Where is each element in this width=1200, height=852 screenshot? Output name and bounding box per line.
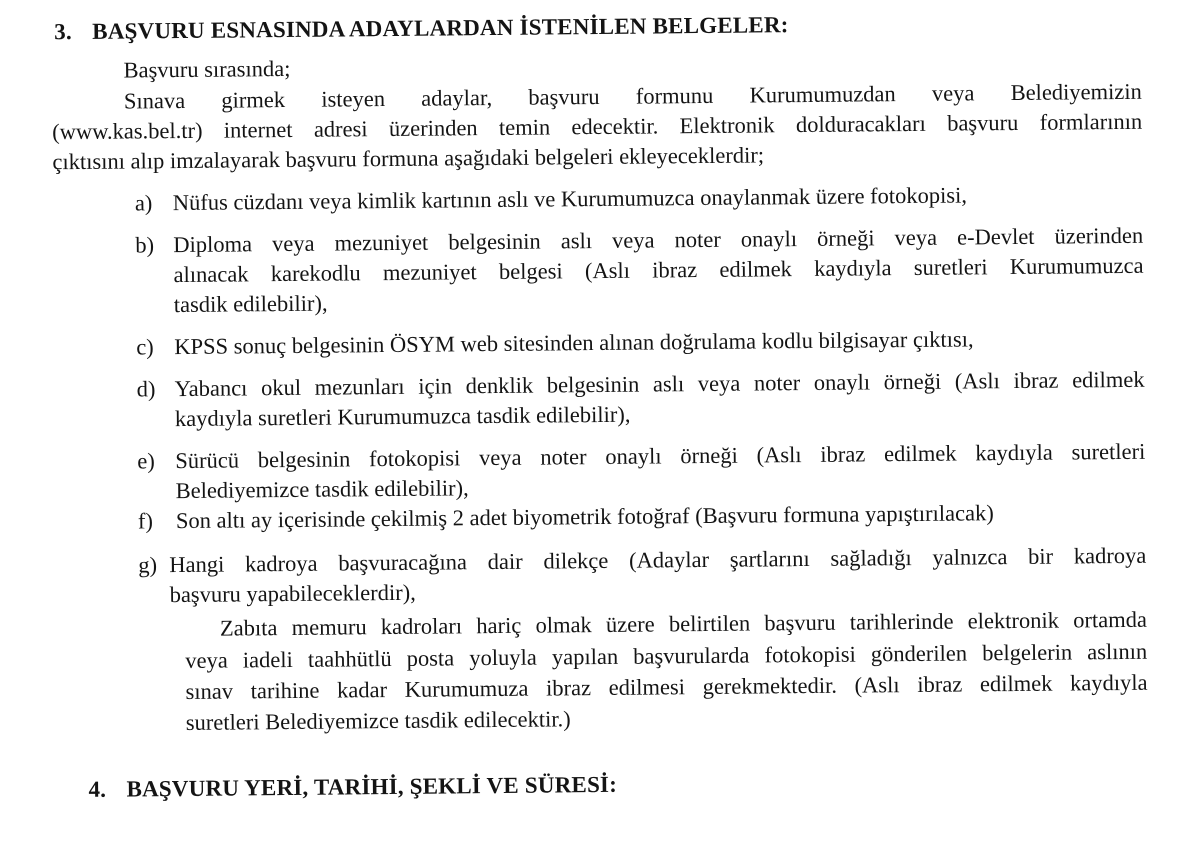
intro-line-2: Sınava girmek isteyen adaylar, başvuru formunu Kurumumuzdan veya Belediyemizin [123, 78, 1142, 114]
item-a-label: a) [134, 190, 153, 216]
item-d-line-1: Yabancı okul mezunları için denklik belgesinin aslı veya noter onaylı örneği (Aslı ibraz edilmek [174, 366, 1145, 402]
item-e-line-2: Belediyemizce tasdik edilebilir), [175, 475, 469, 504]
item-c-line-1: KPSS sonuç belgesinin ÖSYM web sitesinden alınan doğrulama kodlu bilgisayar çıktısı, [174, 326, 974, 360]
section-3-title: BAŞVURU ESNASINDA ADAYLARDAN İSTENİLEN BELGELER: [92, 12, 789, 44]
item-g-label: g) [138, 552, 158, 578]
item-b-line-3: tasdik edilebilir), [173, 290, 328, 318]
item-b-line-1: Diploma veya mezuniyet belgesinin aslı veya noter onaylı örneği veya e-Devlet üzerinden [173, 222, 1144, 258]
section-3-heading [54, 12, 789, 45]
section-4-heading [88, 772, 617, 803]
intro-line-4: çıktısını alıp imzalayarak başvuru formuna aşağıdaki belgeleri ekleyeceklerdir; [52, 142, 765, 175]
item-e-line-1: Sürücü belgesinin fotokopisi veya noter onaylı örneği (Aslı ibraz edilmek kaydıyla suretleri [175, 438, 1146, 474]
section-3-number: 3. [54, 19, 72, 45]
note-line-4: suretleri Belediyemizce tasdik edilecektir.) [185, 706, 571, 735]
note-line-2: veya iadeli taahhütlü posta yoluyla yapılan başvurularda fotokopisi gönderilen belgelerin aslının [185, 638, 1148, 673]
item-a-line-1: Nüfus cüzdanı veya kimlik kartının aslı ve Kurumumuzca onaylanmak üzere fotokopisi, [172, 182, 968, 216]
section-4-number: 4. [88, 776, 107, 802]
note-line-3: sınav tarihine kadar Kurumumuza ibraz edilmesi gerekmektedir. (Aslı ibraz edilmek kaydıyla [185, 669, 1148, 704]
note-line-1: Zabıta memuru kadroları hariç olmak üzere belirtilen başvuru tarihlerinde elektronik ortamda [219, 606, 1148, 641]
item-b-label: b) [135, 232, 155, 258]
intro-line-1: Başvuru sırasında; [123, 55, 291, 83]
section-4-title: BAŞVURU YERİ, TARİHİ, ŞEKLİ VE SÜRESİ: [126, 771, 618, 802]
item-d-line-2: kaydıyla suretleri Kurumumuzca tasdik edilebilir), [174, 401, 631, 432]
item-f-label: f) [137, 508, 154, 534]
item-d-label: d) [136, 376, 156, 402]
item-e-label: e) [137, 448, 155, 474]
intro-line-3: (www.kas.bel.tr) internet adresi üzerinden temin edecektir. Elektronik dolduracakları başvuru formlarının [52, 108, 1143, 145]
item-g-line-1: Hangi kadroya başvuracağına dair dilekçe (Adaylar şartlarını sağladığı yalnızca bir kadroya [169, 542, 1147, 578]
item-f-line-1: Son altı ay içerisinde çekilmiş 2 adet biyometrik fotoğraf (Başvuru formuna yapıştırılacak) [175, 500, 994, 534]
item-c-label: c) [136, 334, 154, 360]
item-b-line-2: alınacak karekodlu mezuniyet belgesi (Aslı ibraz edilmek kaydıyla suretleri Kurumumuzca [173, 252, 1144, 288]
item-g-line-2: başvuru yapabileceklerdir), [169, 579, 416, 608]
